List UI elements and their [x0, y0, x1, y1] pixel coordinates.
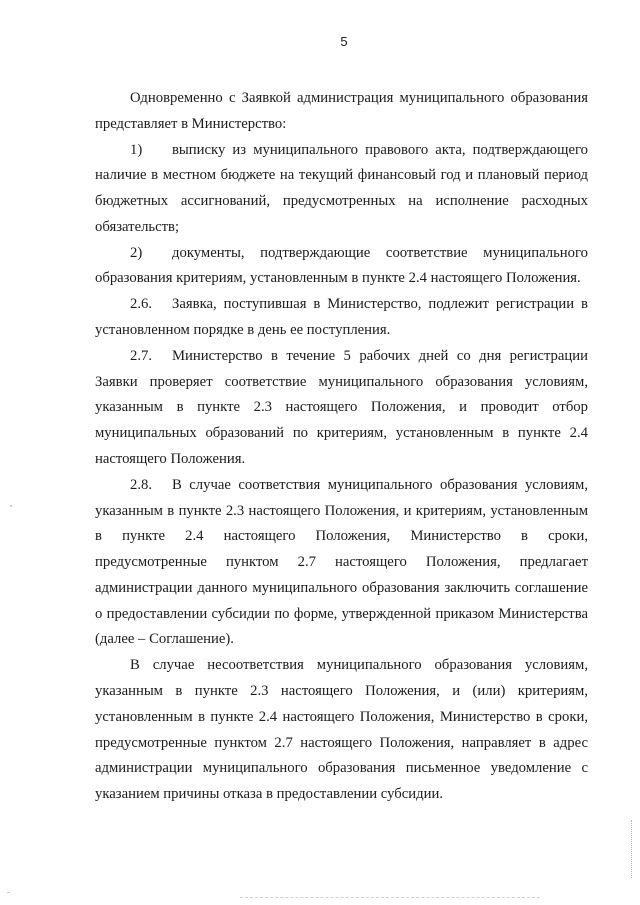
text-line: предусмотренные пунктом 2.7 настоящего Положения, направляет в адрес	[95, 734, 588, 751]
text-line: Одновременно с Заявкой администрация муниципального образования	[130, 90, 588, 106]
clause-number: 2.8.	[130, 476, 153, 493]
scan-artifact	[631, 820, 632, 878]
text-line: (далее – Соглашение).	[95, 631, 234, 648]
text-line: муниципальных образований по критериям, установленным в пункте 2.4	[95, 425, 588, 442]
text-line: настоящего Положения.	[95, 450, 246, 467]
text-line	[95, 241, 588, 267]
text-line	[95, 138, 588, 164]
item-number: 2)	[130, 244, 143, 261]
clause-2-8	[95, 473, 588, 653]
text-line: В случае несоответствия муниципального образования условиям,	[130, 657, 588, 674]
text-line: указанным в пункте 2.3 настоящего Положения, и критериям, установленным	[95, 502, 588, 519]
page-number: 5	[340, 34, 348, 49]
text-line	[95, 473, 588, 499]
text-line: обязательств;	[95, 218, 180, 235]
text-line: указанием причины отказа в предоставлении субсидии.	[95, 786, 443, 803]
text-line: в пункте 2.4 настоящего Положения, Министерство в сроки,	[95, 528, 588, 545]
text-line-content: Заявка, поступившая в Министерство, подлежит регистрации в	[172, 296, 588, 313]
item-number: 1)	[130, 141, 143, 158]
text-line-content: Министерство в течение 5 рабочих дней со дня регистрации	[172, 347, 588, 364]
paragraph-intro	[95, 86, 588, 138]
text-line: бюджетных ассигнований, предусмотренных на исполнение расходных	[95, 193, 588, 210]
text-line	[95, 344, 588, 370]
text-line: указанным в пункте 2.3 настоящего Положения, и проводит отбор	[95, 399, 588, 416]
text-line-content: В случае соответствия муниципального образования условиям,	[172, 476, 588, 493]
scan-artifact	[10, 505, 12, 507]
text-line: о предоставлении субсидии по форме, утвержденной приказом Министерства	[95, 605, 588, 622]
list-item-2	[95, 241, 588, 293]
text-line: образования критериям, установленным в пункте 2.4 настоящего Положения.	[95, 270, 581, 287]
text-line: администрации муниципального образования письменное уведомление с	[95, 760, 588, 777]
text-line: наличие в местном бюджете на текущий финансовый год и плановый период	[95, 167, 588, 184]
text-line: администрации данного муниципального образования заключить соглашение	[95, 579, 588, 596]
text-line-content: документы, подтверждающие соответствие муниципального	[172, 244, 588, 261]
clause-2-6	[95, 292, 588, 344]
paragraph-rejection	[95, 653, 588, 808]
document-body	[95, 86, 588, 808]
text-line: установленном порядке в день ее поступления.	[95, 322, 391, 339]
text-line: Заявки проверяет соответствие муниципального образования условиям,	[95, 373, 588, 390]
clause-number: 2.6.	[130, 296, 153, 313]
text-line: предусмотренные пунктом 2.7 настоящего Положения, предлагает	[95, 554, 588, 571]
scan-artifact	[240, 897, 540, 898]
text-line-content: выписку из муниципального правового акта, подтверждающего	[172, 141, 588, 158]
list-item-1	[95, 138, 588, 241]
text-line: представляет в Министерство:	[95, 115, 287, 132]
text-line: указанным в пункте 2.3 настоящего Положения, и (или) критериям,	[95, 682, 588, 699]
scan-artifact	[7, 892, 10, 893]
text-line: установленным в пункте 2.4 настоящего Положения, Министерство в сроки,	[95, 708, 588, 725]
clause-number: 2.7.	[130, 347, 153, 364]
clause-2-7	[95, 344, 588, 473]
text-line	[95, 292, 588, 318]
